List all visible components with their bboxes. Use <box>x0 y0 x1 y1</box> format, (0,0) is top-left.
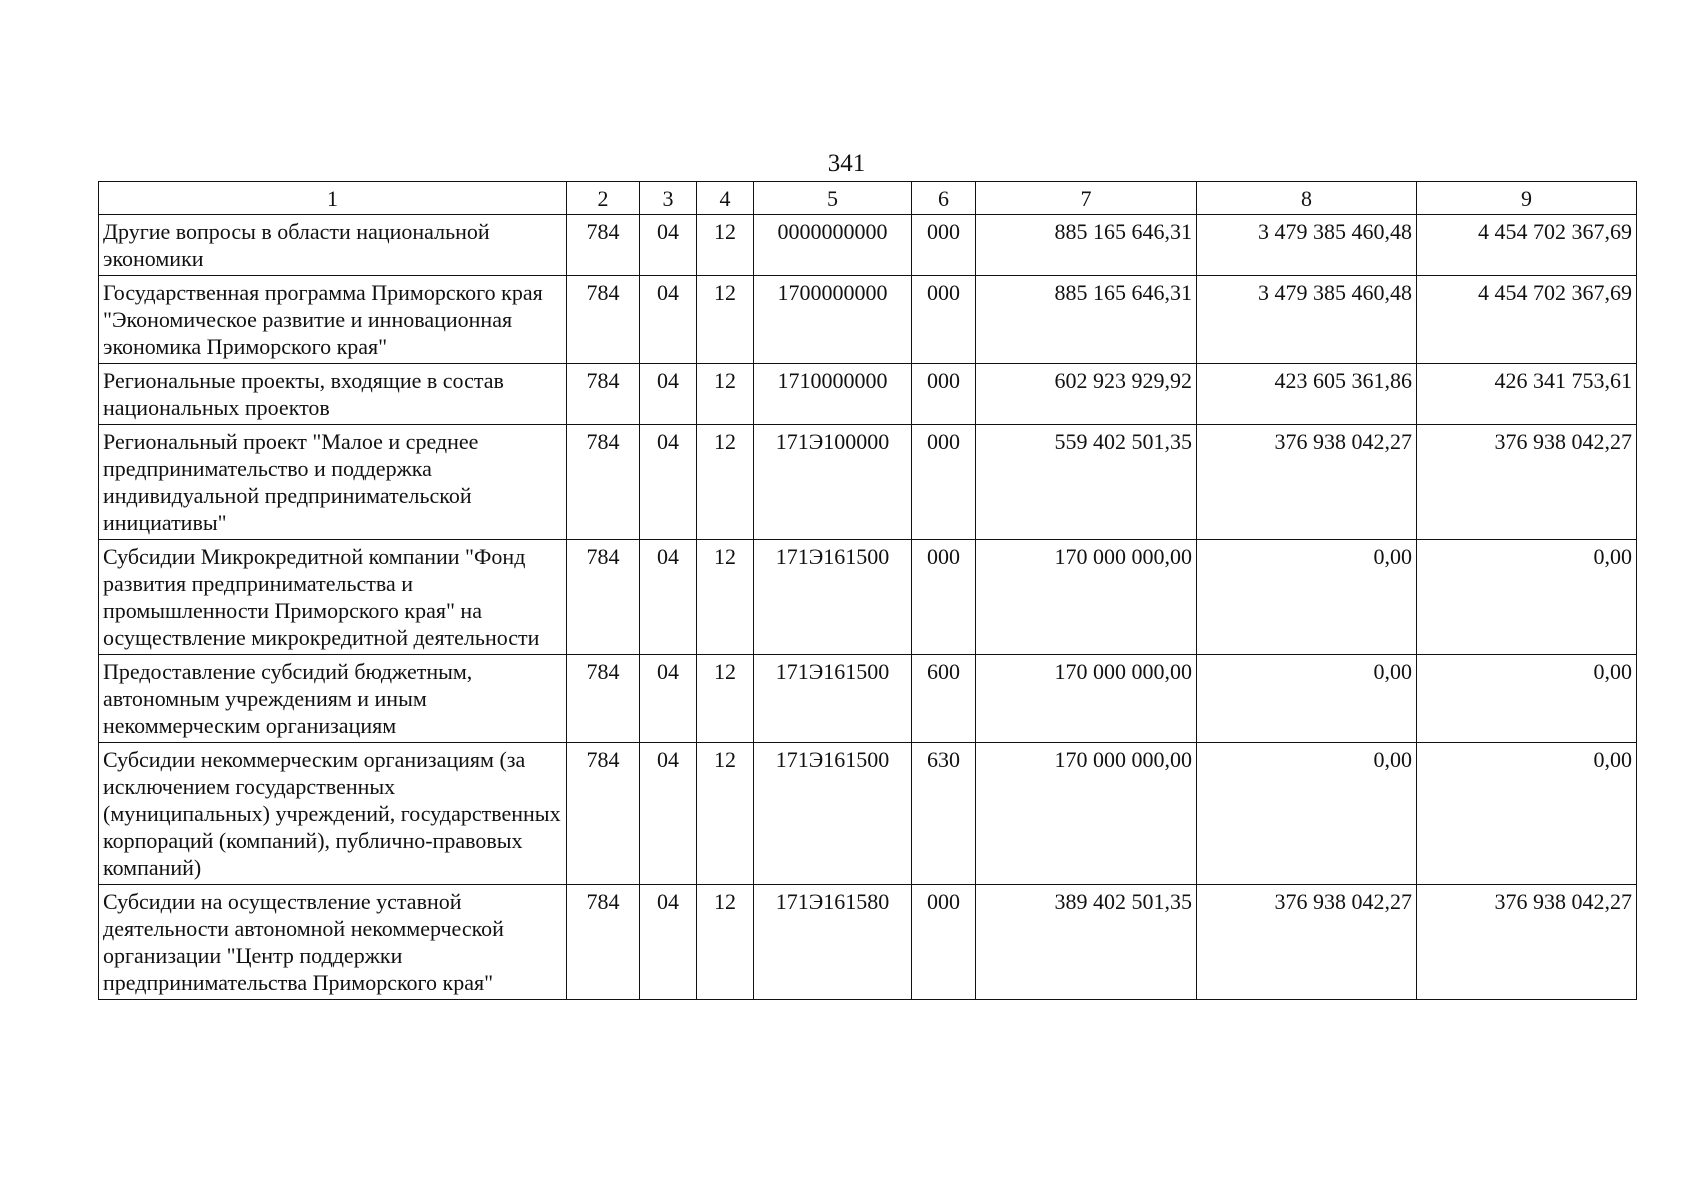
table-row <box>99 215 1637 276</box>
row-name: Субсидии Микрокредитной компании "Фонд развития предпринимательства и промышленности Приморского края" на осуществление микрокредитной деятельности <box>99 540 567 655</box>
amount-col9: 426 341 753,61 <box>1417 364 1637 425</box>
amount-col9: 4 454 702 367,69 <box>1417 215 1637 276</box>
amount-col9: 0,00 <box>1417 743 1637 885</box>
expense-type-code: 600 <box>912 655 976 743</box>
amount-col9: 4 454 702 367,69 <box>1417 276 1637 364</box>
subsection-code: 12 <box>697 540 754 655</box>
section-code: 04 <box>640 743 697 885</box>
amount-col7: 170 000 000,00 <box>976 743 1197 885</box>
amount-col8: 3 479 385 460,48 <box>1197 276 1417 364</box>
table-row <box>99 425 1637 540</box>
column-header: 1 <box>99 182 567 215</box>
section-code: 04 <box>640 540 697 655</box>
table-header-row <box>99 182 1637 215</box>
subsection-code: 12 <box>697 655 754 743</box>
amount-col8: 0,00 <box>1197 655 1417 743</box>
section-code: 04 <box>640 885 697 1000</box>
subsection-code: 12 <box>697 743 754 885</box>
ministry-code: 784 <box>567 743 640 885</box>
section-code: 04 <box>640 364 697 425</box>
amount-col8: 376 938 042,27 <box>1197 885 1417 1000</box>
section-code: 04 <box>640 215 697 276</box>
amount-col8: 0,00 <box>1197 540 1417 655</box>
target-article-code: 1700000000 <box>754 276 912 364</box>
row-name: Субсидии на осуществление уставной деятельности автономной некоммерческой организации "Центр поддержки предпринимательства Приморского края" <box>99 885 567 1000</box>
ministry-code: 784 <box>567 540 640 655</box>
expense-type-code: 000 <box>912 885 976 1000</box>
column-header: 2 <box>567 182 640 215</box>
section-code: 04 <box>640 276 697 364</box>
column-header: 9 <box>1417 182 1637 215</box>
table-row <box>99 743 1637 885</box>
subsection-code: 12 <box>697 364 754 425</box>
page-number: 341 <box>827 150 866 177</box>
target-article-code: 1710000000 <box>754 364 912 425</box>
amount-col9: 0,00 <box>1417 540 1637 655</box>
subsection-code: 12 <box>697 425 754 540</box>
expense-type-code: 630 <box>912 743 976 885</box>
column-header: 7 <box>976 182 1197 215</box>
ministry-code: 784 <box>567 215 640 276</box>
target-article-code: 0000000000 <box>754 215 912 276</box>
ministry-code: 784 <box>567 364 640 425</box>
expense-type-code: 000 <box>912 540 976 655</box>
amount-col7: 170 000 000,00 <box>976 655 1197 743</box>
amount-col7: 389 402 501,35 <box>976 885 1197 1000</box>
target-article-code: 171Э100000 <box>754 425 912 540</box>
amount-col9: 376 938 042,27 <box>1417 425 1637 540</box>
target-article-code: 171Э161500 <box>754 540 912 655</box>
row-name: Региональные проекты, входящие в состав национальных проектов <box>99 364 567 425</box>
amount-col7: 602 923 929,92 <box>976 364 1197 425</box>
section-code: 04 <box>640 425 697 540</box>
expense-type-code: 000 <box>912 276 976 364</box>
target-article-code: 171Э161500 <box>754 743 912 885</box>
expense-type-code: 000 <box>912 425 976 540</box>
table-row <box>99 364 1637 425</box>
subsection-code: 12 <box>697 885 754 1000</box>
table-row <box>99 540 1637 655</box>
target-article-code: 171Э161580 <box>754 885 912 1000</box>
column-header: 3 <box>640 182 697 215</box>
subsection-code: 12 <box>697 215 754 276</box>
amount-col9: 0,00 <box>1417 655 1637 743</box>
table-row <box>99 276 1637 364</box>
row-name: Субсидии некоммерческим организациям (за исключением государственных (муниципальных) учреждений, государственных корпораций (компаний), публично-правовых компаний) <box>99 743 567 885</box>
column-header: 4 <box>697 182 754 215</box>
amount-col8: 376 938 042,27 <box>1197 425 1417 540</box>
amount-col7: 559 402 501,35 <box>976 425 1197 540</box>
subsection-code: 12 <box>697 276 754 364</box>
target-article-code: 171Э161500 <box>754 655 912 743</box>
ministry-code: 784 <box>567 885 640 1000</box>
amount-col8: 0,00 <box>1197 743 1417 885</box>
column-header: 6 <box>912 182 976 215</box>
amount-col7: 170 000 000,00 <box>976 540 1197 655</box>
expense-type-code: 000 <box>912 215 976 276</box>
row-name: Региональный проект "Малое и среднее предпринимательство и поддержка индивидуальной предпринимательской инициативы" <box>99 425 567 540</box>
budget-table <box>98 181 1637 1000</box>
column-header: 8 <box>1197 182 1417 215</box>
row-name: Другие вопросы в области национальной экономики <box>99 215 567 276</box>
amount-col9: 376 938 042,27 <box>1417 885 1637 1000</box>
section-code: 04 <box>640 655 697 743</box>
row-name: Государственная программа Приморского края "Экономическое развитие и инновационная экономика Приморского края" <box>99 276 567 364</box>
row-name: Предоставление субсидий бюджетным, автономным учреждениям и иным некоммерческим организациям <box>99 655 567 743</box>
amount-col8: 423 605 361,86 <box>1197 364 1417 425</box>
amount-col7: 885 165 646,31 <box>976 276 1197 364</box>
ministry-code: 784 <box>567 276 640 364</box>
ministry-code: 784 <box>567 425 640 540</box>
amount-col7: 885 165 646,31 <box>976 215 1197 276</box>
amount-col8: 3 479 385 460,48 <box>1197 215 1417 276</box>
ministry-code: 784 <box>567 655 640 743</box>
table-row <box>99 885 1637 1000</box>
column-header: 5 <box>754 182 912 215</box>
table-row <box>99 655 1637 743</box>
expense-type-code: 000 <box>912 364 976 425</box>
